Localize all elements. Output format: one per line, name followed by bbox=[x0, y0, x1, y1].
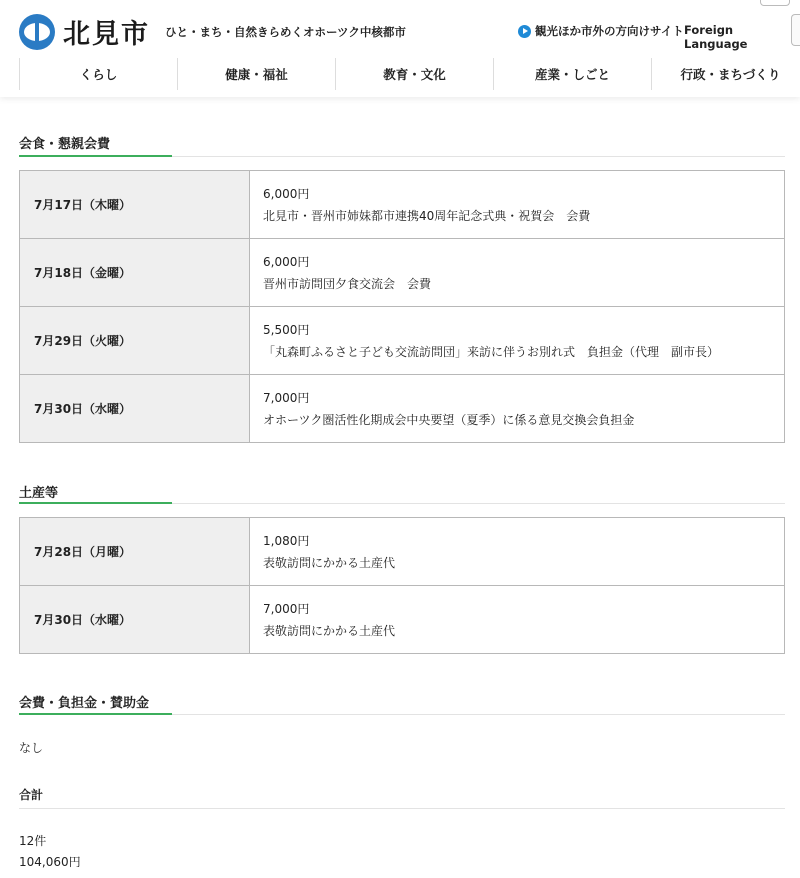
row-detail bbox=[250, 586, 785, 654]
table-row bbox=[20, 307, 785, 375]
row-amount: 6,000円 bbox=[263, 186, 310, 201]
nav-item-life[interactable]: くらし bbox=[19, 58, 177, 90]
row-detail bbox=[250, 518, 785, 586]
nav-item-industry-work[interactable]: 産業・しごと bbox=[493, 58, 651, 90]
site-logo[interactable] bbox=[19, 12, 150, 51]
row-amount: 1,080円 bbox=[263, 533, 310, 548]
total-count: 12件 bbox=[19, 834, 47, 848]
visitor-site-link[interactable] bbox=[518, 23, 684, 39]
row-detail bbox=[250, 239, 785, 307]
global-nav bbox=[19, 58, 800, 90]
fees-body: なし bbox=[19, 741, 44, 755]
total-divider bbox=[19, 808, 785, 809]
table-row bbox=[20, 518, 785, 586]
table-row bbox=[20, 375, 785, 443]
foreign-language-link[interactable]: Foreign Language bbox=[684, 23, 748, 51]
table-row bbox=[20, 239, 785, 307]
logo-text: 北見市 bbox=[63, 19, 150, 50]
row-detail bbox=[250, 375, 785, 443]
row-amount: 6,000円 bbox=[263, 254, 310, 269]
city-emblem-icon bbox=[19, 14, 55, 50]
row-text: オホーツク圏活性化期成会中央要望（夏季）に係る意見交換会負担金 bbox=[263, 412, 635, 427]
section-title-fees: 会費・負担金・賛助金 bbox=[19, 696, 150, 711]
row-detail bbox=[250, 307, 785, 375]
section-divider bbox=[19, 156, 785, 157]
row-amount: 7,000円 bbox=[263, 601, 310, 616]
section-divider bbox=[19, 503, 785, 504]
table-row bbox=[20, 171, 785, 239]
corner-tab bbox=[760, 0, 790, 6]
row-text: 表敬訪問にかかる土産代 bbox=[263, 555, 396, 570]
section-title-souvenirs: 土産等 bbox=[19, 486, 59, 501]
row-amount: 5,500円 bbox=[263, 322, 310, 337]
row-detail bbox=[250, 171, 785, 239]
nav-item-education-culture[interactable]: 教育・文化 bbox=[335, 58, 493, 90]
tagline: ひと・まち・自然きらめくオホーツク中核都市 bbox=[165, 25, 406, 39]
row-date: 7月18日（金曜） bbox=[20, 239, 250, 307]
row-text: 「丸森町ふるさと子ども交流訪問団」来訪に伴うお別れ式 負担金（代理 副市長） bbox=[263, 344, 720, 359]
row-text: 晋州市訪問団夕食交流会 会費 bbox=[263, 276, 432, 291]
row-date: 7月29日（火曜） bbox=[20, 307, 250, 375]
dining-table bbox=[19, 170, 785, 443]
section-title-dining: 会食・懇親会費 bbox=[19, 137, 111, 152]
play-circle-icon bbox=[518, 25, 531, 38]
menu-toggle-button[interactable] bbox=[791, 14, 800, 46]
total-amount: 104,060円 bbox=[19, 855, 81, 869]
site-header bbox=[0, 0, 800, 97]
row-text: 表敬訪問にかかる土産代 bbox=[263, 623, 396, 638]
row-text: 北見市・晋州市姉妹都市連携40周年記念式典・祝賀会 会費 bbox=[263, 208, 591, 223]
row-date: 7月17日（木曜） bbox=[20, 171, 250, 239]
row-date: 7月30日（水曜） bbox=[20, 586, 250, 654]
nav-item-health-welfare[interactable]: 健康・福祉 bbox=[177, 58, 335, 90]
row-date: 7月28日（月曜） bbox=[20, 518, 250, 586]
souvenirs-table bbox=[19, 517, 785, 654]
section-divider bbox=[19, 714, 785, 715]
visitor-site-link-label: 観光ほか市外の方向けサイト bbox=[535, 24, 684, 38]
table-row bbox=[20, 586, 785, 654]
row-date: 7月30日（水曜） bbox=[20, 375, 250, 443]
row-amount: 7,000円 bbox=[263, 390, 310, 405]
nav-item-administration[interactable]: 行政・まちづくり bbox=[651, 58, 800, 90]
total-title: 合計 bbox=[19, 788, 44, 802]
